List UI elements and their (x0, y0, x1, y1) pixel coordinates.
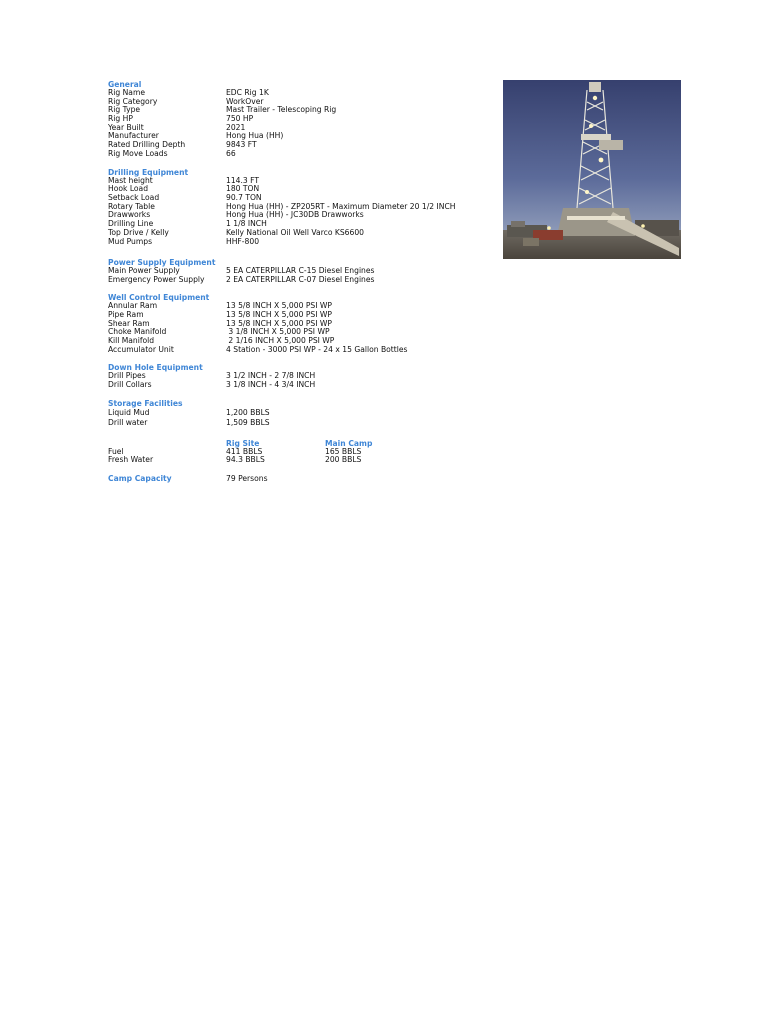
rig-photo (503, 80, 681, 259)
spec-label: Setback Load (108, 192, 160, 202)
spec-row (108, 106, 528, 115)
spec-row (108, 89, 528, 98)
tank-header-spacer (108, 439, 226, 448)
spec-row (108, 211, 528, 220)
rig-spec-sheet (108, 80, 528, 483)
spec-value: 1,200 BBLS (226, 407, 270, 417)
spec-value: 114.3 FT (226, 175, 260, 185)
section-drilling-equipment (108, 168, 528, 248)
section-title-general: General (108, 80, 142, 89)
spec-label: Hook Load (108, 184, 149, 194)
spec-label: Kill Manifold (108, 335, 155, 345)
spec-value: Hong Hua (HH) - JC30DB Drawworks (226, 210, 364, 220)
spec-label: Mast height (108, 175, 153, 185)
tank-label: Fresh Water (108, 455, 154, 465)
spec-label: Choke Manifold (108, 327, 167, 337)
spec-value: 4 Station - 3000 PSI WP - 24 x 15 Gallon Bottles (226, 344, 408, 354)
spec-row (108, 177, 528, 186)
rig-site-value: 94.3 BBLS (226, 455, 265, 465)
spec-value: 9843 FT (226, 140, 257, 150)
section-power-supply (108, 258, 528, 284)
spec-label: Pipe Ram (108, 309, 144, 319)
spec-value: 13 5/8 INCH X 5,000 PSI WP (226, 318, 332, 328)
spec-label: Drilling Line (108, 218, 154, 228)
spec-label: Drawworks (108, 210, 151, 220)
spec-label: Rig Move Loads (108, 148, 168, 158)
section-storage (108, 399, 528, 429)
tank-label: Fuel (108, 446, 124, 456)
spec-label: Drill Pipes (108, 371, 146, 381)
section-title-drilling: Drilling Equipment (108, 167, 189, 177)
tank-row (108, 456, 528, 465)
spec-value: 5 EA CATERPILLAR C-15 Diesel Engines (226, 265, 375, 275)
section-tanks (108, 439, 528, 465)
rig-photo-illustration (503, 80, 681, 259)
spec-label: Main Power Supply (108, 265, 180, 275)
spec-label: Rotary Table (108, 201, 155, 211)
spec-row (108, 381, 528, 390)
spec-value: 13 5/8 INCH X 5,000 PSI WP (226, 309, 332, 319)
main-camp-value: 165 BBLS (325, 446, 362, 456)
spec-value: Kelly National Oil Well Varco KS6600 (226, 227, 365, 237)
spec-value: WorkOver (226, 96, 264, 106)
spec-value: Hong Hua (HH) (226, 131, 284, 141)
tank-row (108, 448, 528, 457)
spec-row (108, 408, 528, 419)
section-title-camp: Camp Capacity (108, 474, 172, 484)
column-header-rig-site: Rig Site (226, 438, 260, 448)
spec-label: Drill Collars (108, 380, 152, 389)
spec-value: 3 1/8 INCH X 5,000 PSI WP (226, 327, 330, 337)
spec-value: HHF-800 (226, 237, 260, 247)
spec-value: 3 1/8 INCH - 4 3/4 INCH (226, 380, 316, 389)
spec-row (108, 276, 528, 285)
spec-label: Emergency Power Supply (108, 274, 205, 284)
spec-label: Shear Ram (108, 318, 150, 328)
spec-row (108, 124, 528, 133)
spec-label: Liquid Mud (108, 407, 150, 417)
spec-value: 750 HP (226, 114, 254, 124)
column-header-main-camp: Main Camp (325, 438, 373, 448)
spec-label: Year Built (108, 122, 144, 132)
spec-value: 2 EA CATERPILLAR C-07 Diesel Engines (226, 274, 375, 284)
spec-label: Rated Drilling Depth (108, 140, 186, 150)
spec-value: 180 TON (226, 184, 260, 194)
spec-label: Rig HP (108, 114, 133, 124)
spec-row (108, 115, 528, 124)
spec-label: Annular Ram (108, 301, 158, 311)
spec-row (108, 150, 528, 159)
section-down-hole (108, 363, 528, 389)
spec-label: Top Drive / Kelly (108, 227, 169, 237)
spec-row (108, 229, 528, 238)
spec-value: 2 1/16 INCH X 5,000 PSI WP (226, 335, 335, 345)
camp-capacity-row (108, 474, 528, 483)
camp-capacity-value: 79 Persons (226, 474, 268, 484)
main-camp-value: 200 BBLS (325, 455, 362, 465)
spec-label: Rig Type (108, 105, 141, 115)
spec-value: EDC Rig 1K (226, 88, 269, 97)
spec-label: Drill water (108, 418, 148, 428)
section-well-control (108, 293, 528, 354)
section-title-storage: Storage Facilities (108, 398, 183, 408)
spec-row (108, 141, 528, 150)
spec-value: 66 (226, 148, 236, 158)
spec-value: Hong Hua (HH) - ZP205RT - Maximum Diameter 20 1/2 INCH (226, 201, 456, 211)
rig-site-value: 411 BBLS (226, 446, 263, 456)
spec-label: Mud Pumps (108, 237, 153, 247)
spec-label: Manufacturer (108, 131, 159, 141)
spec-value: 1,509 BBLS (226, 418, 270, 428)
spec-value: 13 5/8 INCH X 5,000 PSI WP (226, 301, 332, 311)
spec-row (108, 237, 528, 248)
section-title-down-hole: Down Hole Equipment (108, 363, 203, 373)
spec-label: Rig Category (108, 96, 158, 106)
spec-value: 90.7 TON (226, 192, 262, 202)
spec-row (108, 418, 528, 429)
spec-label: Rig Name (108, 88, 146, 97)
section-title-power: Power Supply Equipment (108, 257, 216, 267)
spec-value: 2021 (226, 122, 246, 132)
section-general (108, 80, 528, 159)
spec-value: Mast Trailer - Telescoping Rig (226, 105, 337, 115)
spec-row (108, 185, 528, 194)
spec-row (108, 346, 528, 355)
spec-label: Accumulator Unit (108, 344, 174, 354)
tank-header-row (108, 439, 528, 448)
spec-value: 3 1/2 INCH - 2 7/8 INCH (226, 371, 316, 381)
section-title-well-control: Well Control Equipment (108, 293, 210, 303)
spec-row (108, 372, 528, 381)
spec-value: 1 1/8 INCH (226, 218, 267, 228)
